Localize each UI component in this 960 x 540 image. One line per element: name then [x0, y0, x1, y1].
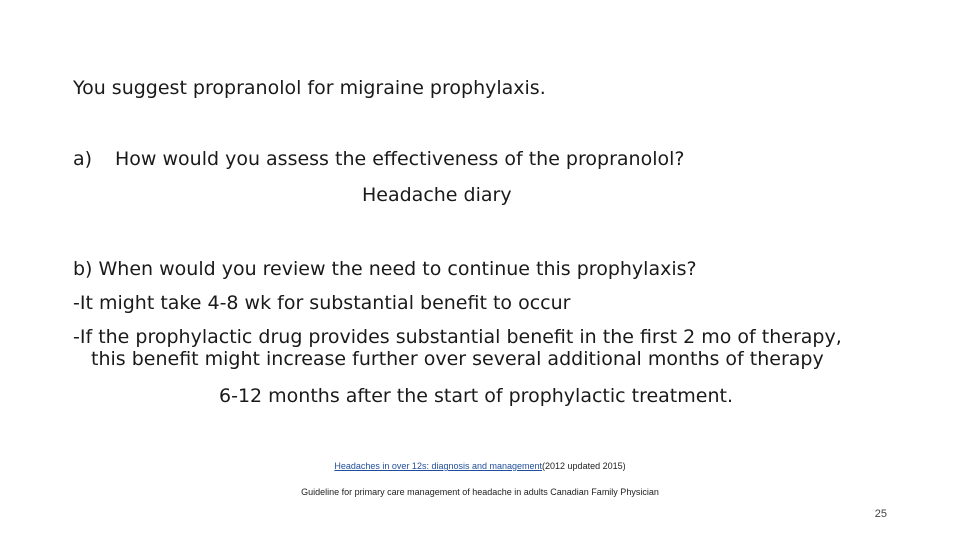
reference-1-suffix: (2012 updated 2015): [542, 461, 626, 471]
reference-link[interactable]: Headaches in over 12s: diagnosis and management: [334, 461, 543, 471]
bullet-point-2: -If the prophylactic drug provides substantial benefit in the first 2 mo of therapy,: [73, 326, 842, 348]
intro-text: You suggest propranolol for migraine prophylaxis.: [73, 77, 546, 99]
bullet-point-1: -It might take 4-8 wk for substantial benefit to occur: [73, 292, 571, 314]
reference-2: Guideline for primary care management of headache in adults Canadian Family Physician: [301, 487, 659, 497]
question-a-label: a): [73, 148, 93, 170]
question-a-text: How would you assess the effectiveness of the propranolol?: [115, 148, 685, 170]
reference-1: [0, 461, 960, 472]
question-a: [73, 148, 684, 170]
question-b: b) When would you review the need to continue this prophylaxis?: [73, 258, 697, 280]
page-number: 25: [874, 508, 887, 520]
bullet-point-2-continued: this benefit might increase further over several additional months of therapy: [91, 348, 824, 370]
answer-b: 6-12 months after the start of prophylactic treatment.: [219, 385, 733, 407]
answer-a: Headache diary: [362, 184, 512, 206]
